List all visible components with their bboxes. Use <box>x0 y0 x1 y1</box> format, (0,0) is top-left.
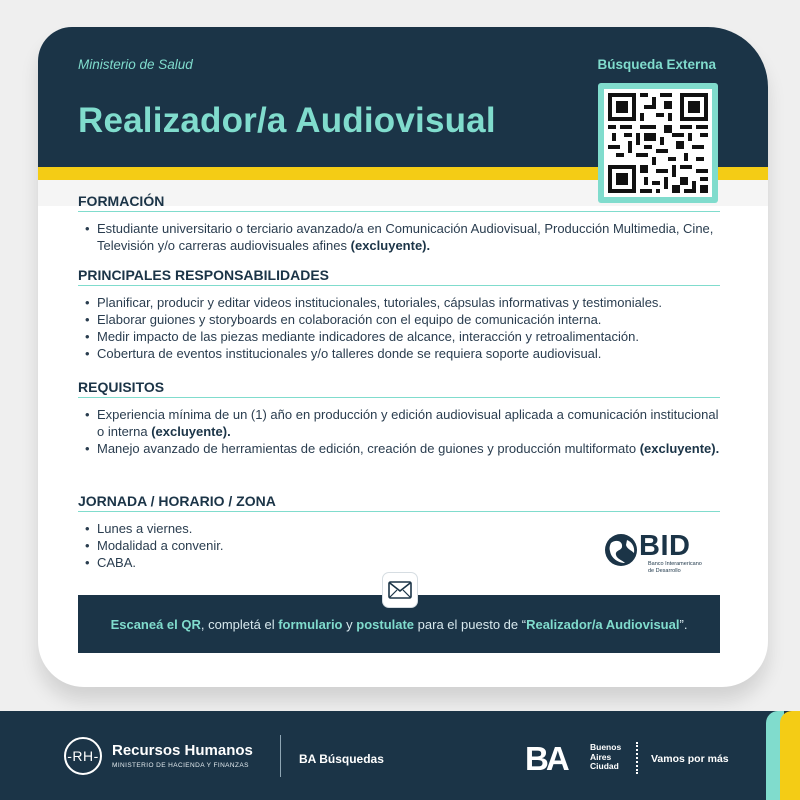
job-card <box>38 27 768 687</box>
footer <box>0 711 800 800</box>
bid-logo <box>603 528 703 578</box>
section-title: JORNADA / HORARIO / ZONA <box>78 493 720 512</box>
section-title: REQUISITOS <box>78 379 720 398</box>
bid-subtitle: Banco Interamericano de Desarrollo <box>648 561 702 574</box>
bid-globe-icon <box>603 532 639 568</box>
list-item: • Medir impacto de las piezas mediante indicadores de alcance, interacción y retroalimentación. <box>78 328 720 345</box>
job-title: Realizador/a Audiovisual <box>78 101 496 140</box>
search-type-label: Búsqueda Externa <box>597 57 716 72</box>
ba-logo-icon <box>525 743 585 773</box>
dotted-divider <box>636 742 638 774</box>
list-item: • Cobertura de eventos institucionales y/o talleres donde se requiera soporte audiovisual. <box>78 345 720 362</box>
ministry-label: Ministerio de Salud <box>78 57 193 72</box>
footer-divider <box>280 735 281 777</box>
bid-name: BID <box>639 530 691 562</box>
list-item: • CABA. <box>78 554 720 571</box>
section-title: FORMACIÓN <box>78 193 720 212</box>
section-title: PRINCIPALES RESPONSABILIDADES <box>78 267 720 286</box>
list-item: • Modalidad a convenir. <box>78 537 720 554</box>
rh-logo: -RH- <box>64 737 102 775</box>
list-item: • Elaborar guiones y storyboards en colaboración con el equipo de comunicación interna. <box>78 311 720 328</box>
slogan: Vamos por más <box>651 753 729 765</box>
ba-city-label: Buenos Aires Ciudad <box>590 742 622 771</box>
rh-subtitle: MINISTERIO DE HACIENDA Y FINANZAS <box>112 762 249 769</box>
list-item: • Estudiante universitario o terciario avanzado/a en Comunicación Audiovisual, Producción Multimedia, Cine, Televisión y/o carreras audiovisuales afines (excluyente). <box>78 220 720 254</box>
list-item: • Experiencia mínima de un (1) año en producción y edición audiovisual aplicada a comunicación institucional o interna (excluyente). <box>78 406 720 440</box>
qr-code-icon <box>608 93 708 193</box>
list-item: • Planificar, producir y editar videos institucionales, tutoriales, cápsulas informativas y testimoniales. <box>78 294 720 311</box>
list-item: • Lunes a viernes. <box>78 520 720 537</box>
list-item: • Manejo avanzado de herramientas de edición, creación de guiones y producción multiformato (excluyente). <box>78 440 720 457</box>
section-requisitos <box>78 379 720 457</box>
qr-code[interactable] <box>598 83 718 203</box>
section-formacion <box>78 193 720 254</box>
section-responsabilidades <box>78 267 720 362</box>
rh-title: Recursos Humanos <box>112 742 253 759</box>
yellow-edge-accent <box>780 711 800 800</box>
ba-busquedas-label: BA Búsquedas <box>299 752 384 766</box>
envelope-icon <box>382 572 418 608</box>
call-to-action-text: Escaneá el QR, completá el formulario y postulate para el puesto de “Realizador/a Audiovisual”. <box>110 617 688 632</box>
svg-text:BA: BA <box>525 743 567 773</box>
